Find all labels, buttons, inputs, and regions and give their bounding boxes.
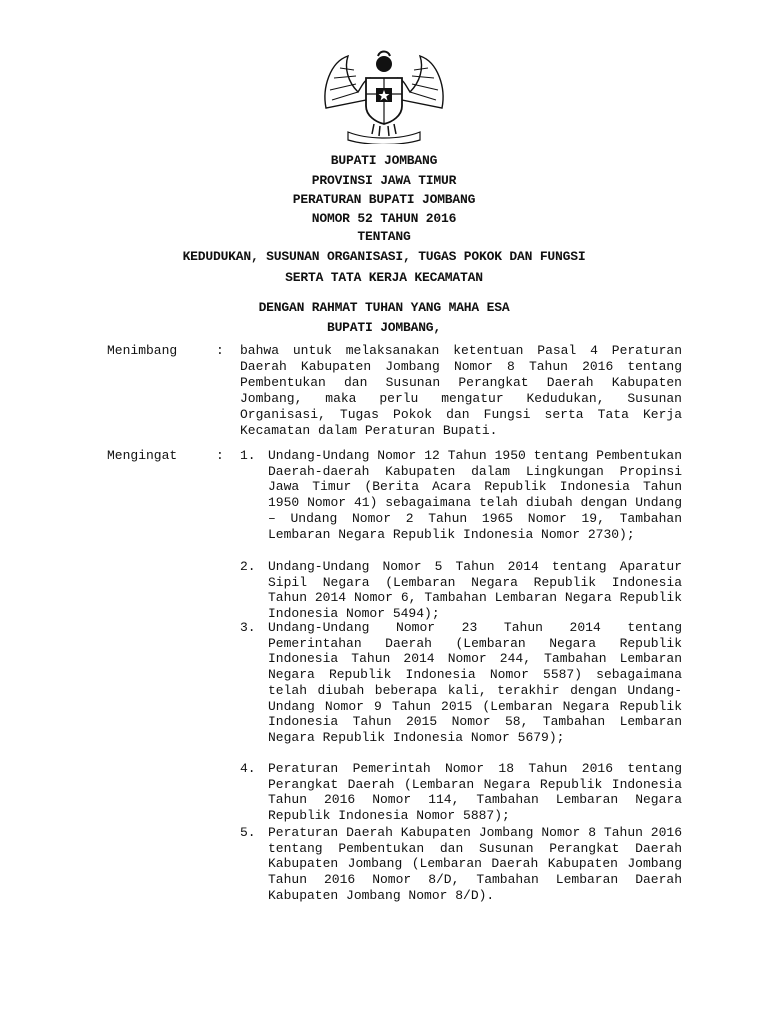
about-label: TENTANG <box>357 229 411 244</box>
list-item-number: 3. <box>240 620 256 635</box>
regulation-number: NOMOR 52 TAHUN 2016 <box>311 211 457 226</box>
list-item: Peraturan Pemerintah Nomor 18 Tahun 2016 tentang Perangkat Daerah (Lembaran Negara Republik Indonesia Tahun 2016 Nomor 114, Tambahan Lembaran Negara Republik Indonesia Nomor 5887); <box>268 761 682 824</box>
list-item: Undang-Undang Nomor 23 Tahun 2014 tentang Pemerintahan Daerah (Lembaran Negara Republik Indonesia Tahun 2014 Nomor 244, Tambahan Lembaran Negara Republik Indonesia Nomor 5587) sebagaimana telah diubah beberapa kali, terakhir dengan Undang-Undang Nomor 9 Tahun 2015 (Lembaran Negara Republik Indonesia Tahun 2015 Nomor 58, Tambahan Lembaran Negara Republik Indonesia Nomor 5679); <box>268 620 682 745</box>
mengingat-label: Mengingat <box>107 448 178 463</box>
blessing-line: DENGAN RAHMAT TUHAN YANG MAHA ESA <box>258 300 510 315</box>
subject-line-2: SERTA TATA KERJA KECAMATAN <box>285 270 483 285</box>
list-item-number: 2. <box>240 559 256 574</box>
list-item-number: 5. <box>240 825 256 840</box>
menimbang-colon: : <box>216 343 224 358</box>
authority-line: BUPATI JOMBANG, <box>326 320 442 335</box>
mengingat-colon: : <box>216 448 224 463</box>
menimbang-text: bahwa untuk melaksanakan ketentuan Pasal 4 Peraturan Daerah Kabupaten Jombang Nomor 8 Tahun 2016 tentang Pembentukan dan Susunan Perangkat Daerah Kabupaten Jombang, maka perlu mengatur Kedudukan, Susunan Organisasi, Tugas Pokok dan Fungsi serta Tata Kerja Kecamatan dalam Peraturan Bupati. <box>240 343 682 438</box>
regulation-title: PERATURAN BUPATI JOMBANG <box>292 192 476 207</box>
garuda-emblem-icon <box>318 48 450 144</box>
list-item-number: 4. <box>240 761 256 776</box>
subject-line-1: KEDUDUKAN, SUSUNAN ORGANISASI, TUGAS POKOK DAN FUNGSI <box>182 249 586 264</box>
list-item: Undang-Undang Nomor 5 Tahun 2014 tentang Aparatur Sipil Negara (Lembaran Negara Republik Indonesia Tahun 2014 Nomor 6, Tambahan Lembaran Negara Republik Indonesia Nomor 5494); <box>268 559 682 622</box>
regent-title: BUPATI JOMBANG <box>330 153 438 168</box>
menimbang-label: Menimbang <box>107 343 178 358</box>
list-item-number: 1. <box>240 448 256 463</box>
province-title: PROVINSI JAWA TIMUR <box>311 173 457 188</box>
list-item: Peraturan Daerah Kabupaten Jombang Nomor 8 Tahun 2016 tentang Pembentukan dan Susunan Perangkat Daerah Kabupaten Jombang (Lembaran Daerah Kabupaten Jombang Tahun 2016 Nomor 8/D, Tambahan Lembaran Daerah Kabupaten Jombang Nomor 8/D). <box>268 825 682 903</box>
list-item: Undang-Undang Nomor 12 Tahun 1950 tentang Pembentukan Daerah-daerah Kabupaten dalam Lingkungan Propinsi Jawa Timur (Berita Acara Republik Indonesia Tahun 1950 Nomor 41) sebagaimana telah diubah dengan Undang – Undang Nomor 2 Tahun 1965 Nomor 19, Tambahan Lembaran Negara Republik Indonesia Nomor 2730); <box>268 448 682 542</box>
